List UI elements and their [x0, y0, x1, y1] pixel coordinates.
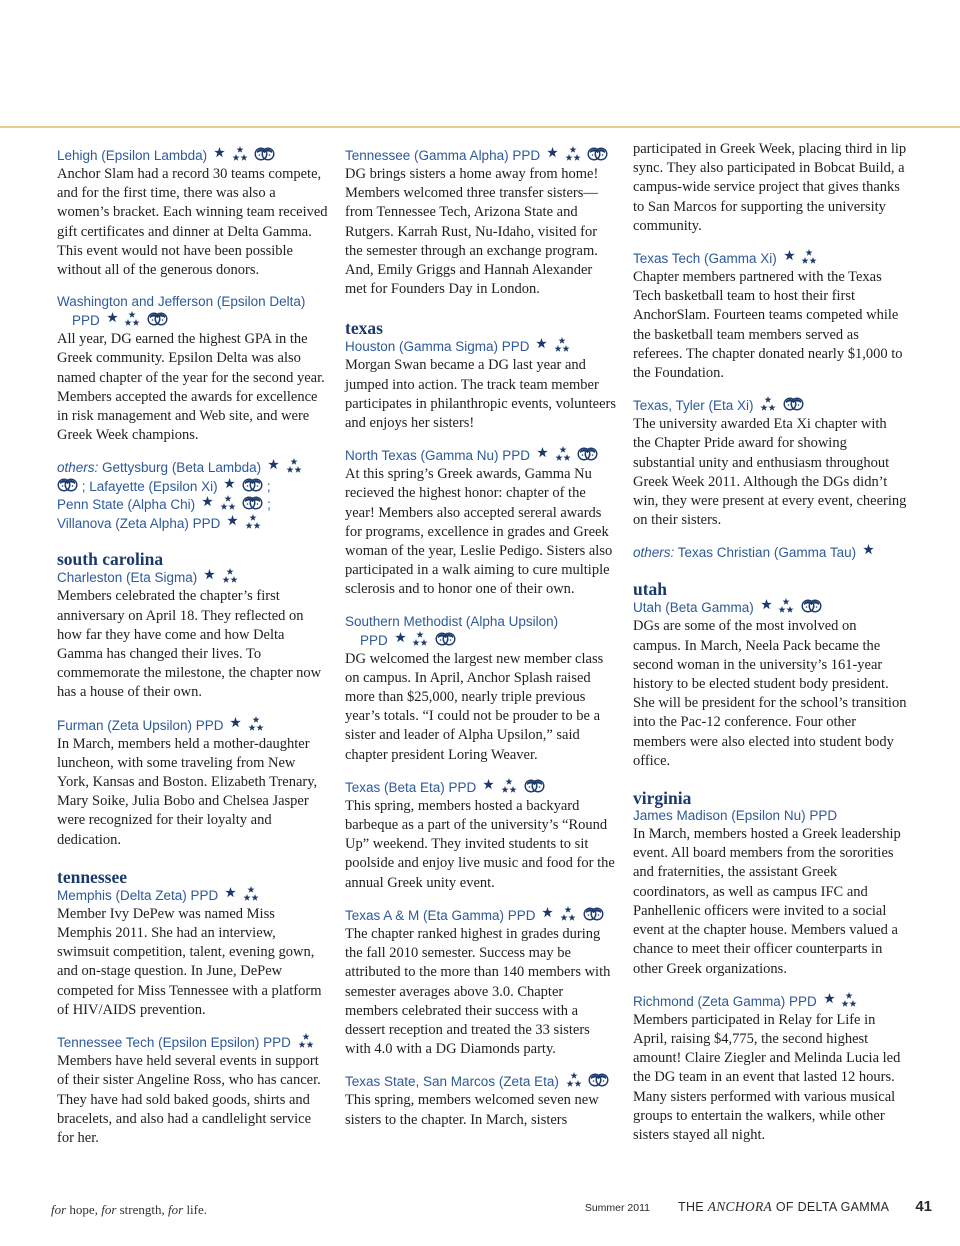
- triple-star-icon: [566, 1072, 582, 1088]
- magazine-title: THE ANCHORA OF DELTA GAMMA: [678, 1199, 890, 1214]
- chapter-awards-icons: [207, 148, 275, 163]
- chapter-name: Texas (Beta Eta) PPD: [345, 778, 617, 797]
- triple-star-icon: [560, 906, 576, 922]
- chapter-awards-icons: [220, 516, 261, 531]
- triple-star-icon: [222, 568, 238, 584]
- sisters-faces-icon: [577, 446, 598, 462]
- chapter-report: Morgan Swan became a DG last year and jumped into action. The track team member participates in philanthropic events, volunteers and enjoys her sisters!: [345, 357, 616, 432]
- sisters-faces-icon: [147, 311, 168, 327]
- chapter-awards-icons: [530, 339, 571, 354]
- chapter-report: In March, members held a mother-daughter luncheon, with some traveling from New York, Kansas and Boston. Elizabeth Trenary, Mary Soike, Julia Bobo and Chelsea Jasper were recognized for their loyalty and dedication.: [57, 735, 318, 848]
- sisters-faces-icon: [254, 146, 275, 162]
- others-list: others: Gettysburg (Beta Lambda) ; Lafayette (Epsilon Xi) ; Penn State (Alpha Chi) ; Villanova (Zeta Alpha) PPD: [57, 458, 329, 532]
- triple-star-icon: [554, 337, 570, 353]
- chapter-report: This spring, members hosted a backyard barbeque as a part of the university’s “Round Up” weekend. They invited students to sit poolside and enjoy live music and food for the annual Greek unity event.: [345, 797, 615, 891]
- chapter-awards-icons: [388, 633, 456, 648]
- chapter-name: Houston (Gamma Sigma) PPD: [345, 337, 617, 356]
- chapter-entry-tennessee-tech: [57, 1033, 329, 1148]
- chapter-name: Utah (Beta Gamma): [633, 598, 907, 617]
- chapter-entry-texas: [345, 778, 617, 893]
- chapter-entry-memphis: [57, 886, 329, 1020]
- chapter-awards-icons: [224, 718, 265, 733]
- chapter-awards-icons: [777, 251, 818, 266]
- star-icon: [537, 446, 548, 462]
- triple-star-icon: [124, 311, 140, 327]
- footer-info: [585, 1198, 932, 1215]
- others-list: others: Texas Christian (Gamma Tau): [633, 543, 907, 562]
- triple-star-icon: [248, 716, 264, 732]
- chapter-awards-icons: [856, 545, 874, 560]
- chapter-name: Tennessee Tech (Epsilon Epsilon) PPD: [57, 1033, 329, 1052]
- column-3: [633, 140, 907, 1158]
- chapter-entry-texas-am: [345, 906, 617, 1059]
- triple-star-icon: [243, 886, 259, 902]
- chapter-report: Anchor Slam had a record 30 teams compete, and for the first time, there was also a women’s bracket. Each winning team received gift certificates and dinner at Delta Gamma. This event would not have been possible without all of the generous donors.: [57, 166, 328, 279]
- triple-star-icon: [778, 598, 794, 614]
- star-icon: [204, 568, 215, 584]
- star-icon: [863, 543, 874, 559]
- page-number: 41: [915, 1198, 932, 1215]
- chapter-awards-icons: [195, 497, 267, 512]
- others-label: others:: [57, 460, 99, 476]
- triple-star-icon: [286, 458, 302, 474]
- star-icon: [784, 249, 795, 265]
- chapter-report: This spring, members welcomed seven new sisters to the chapter. In March, sisters: [345, 1092, 599, 1128]
- issue-season: Summer 2011: [584, 1202, 651, 1214]
- triple-star-icon: [555, 446, 571, 462]
- star-icon: [542, 906, 553, 922]
- chapter-name: Texas Tech (Gamma Xi): [633, 249, 907, 268]
- sisters-faces-icon: [801, 598, 822, 614]
- chapter-entry-texas-tyler: [633, 396, 907, 530]
- chapter-entry-houston: [345, 337, 617, 433]
- chapter-report: Members have held several events in support of their sister Angeline Ross, who has cancer. They have had sold baked goods, shirts and bracelets, and also had a candlelight service for her.: [57, 1053, 321, 1146]
- triple-star-icon: [412, 631, 428, 647]
- chapter-awards-icons: [291, 1035, 314, 1050]
- sisters-faces-icon: [57, 477, 78, 493]
- chapter-name: Tennessee (Gamma Alpha) PPD: [345, 146, 617, 165]
- triple-star-icon: [220, 495, 236, 511]
- chapter-entry-north-texas: [345, 446, 617, 599]
- chapter-awards-icons: [476, 780, 544, 795]
- chapter-awards-icons: [559, 1074, 610, 1089]
- chapter-entry-lehigh: [57, 146, 329, 280]
- chapter-report: DG brings sisters a home away from home! Members welcomed three transfer sisters—from Tennessee Tech, Arizona State and Rutgers. Karrah Rust, Nu-Idaho, visited for the semester through an exchange program. And, Emily Griggs and Hannah Alexander met for Founders Day in London.: [345, 166, 599, 298]
- star-icon: [547, 146, 558, 162]
- chapter-awards-icons: [100, 313, 168, 328]
- triple-star-icon: [760, 396, 776, 412]
- chapter-report: Members celebrated the chapter’s first anniversary on April 18. They reflected on how far they have come and how Delta Gamma has changed their lives. To commemorate the milestone, the chapter now has a house of their own.: [57, 588, 322, 701]
- chapter-report: At this spring’s Greek awards, Gamma Nu recieved the highest honor: chapter of the year! Members also accepted sereral awards for programs, excellence in grades and Greek woman of the year, Leslie Pedigo. Sisters also participated in a walk aiming to cure multiple sclerosis and to honor one of their own.: [345, 466, 613, 598]
- star-icon: [268, 458, 279, 474]
- chapter-report: All year, DG earned the highest GPA in the Greek community. Epsilon Delta was also named chapter of the year for the second year. Members accepted the awards for excellence in risk management and Web site, and were Greek Week champions.: [57, 331, 325, 444]
- star-icon: [107, 311, 118, 327]
- chapter-name: North Texas (Gamma Nu) PPD: [345, 446, 617, 465]
- chapter-name: Southern Methodist (Alpha Upsilon) PPD: [345, 613, 559, 648]
- chapter-report: In March, members hosted a Greek leadership event. All board members from the sororities and fraternities, the assistant Greek coordinators, as well as campus IFC and Panhellenic officers were invited to a social event at the chapter house. Members valued a chance to meet their officer counterparts in other Greek organizations.: [633, 826, 901, 977]
- chapter-name: James Madison (Epsilon Nu) PPD: [633, 808, 838, 824]
- triple-star-icon: [565, 146, 581, 162]
- chapter-report: Members participated in Relay for Life in April, raising $4,775, the second highest amount! Claire Ziegler and Melinda Lucia led the DG team in an event that lasted 12 hours. Many sisters performed with various musical groups to entertain the walkers, while other sisters stayed all night.: [633, 1011, 901, 1143]
- star-icon: [230, 716, 241, 732]
- chapter-name: Texas, Tyler (Eta Xi): [633, 396, 907, 415]
- chapter-awards-icons: [197, 570, 238, 585]
- chapter-name: Richmond (Zeta Gamma) PPD: [633, 992, 907, 1011]
- chapter-report: The chapter ranked highest in grades during the fall 2010 semester. Success may be attributed to the more than 140 members with semester averages above 3.0. Chapter members celebrated their success with a dessert reception and treated the 33 sisters with 4.0 with a DG Diamonds party.: [345, 925, 611, 1058]
- chapter-name: Furman (Zeta Upsilon) PPD: [57, 716, 329, 735]
- chapter-entry-texas-state-continued: [633, 140, 907, 236]
- triple-star-icon: [298, 1033, 314, 1049]
- triple-star-icon: [501, 778, 517, 794]
- chapter-name: Texas State, San Marcos (Zeta Eta): [345, 1072, 617, 1091]
- star-icon: [225, 886, 236, 902]
- sisters-faces-icon: [242, 495, 263, 511]
- column-1: [57, 141, 329, 1161]
- chapter-awards-icons: [540, 148, 608, 163]
- triple-star-icon: [841, 992, 857, 1008]
- chapter-awards-icons: [54, 479, 82, 494]
- column-2: [345, 141, 617, 1143]
- chapter-awards-icons: [530, 448, 598, 463]
- sisters-faces-icon: [583, 906, 604, 922]
- star-icon: [395, 631, 406, 647]
- chapter-report: DGs are some of the most involved on campus. In March, Neela Pack became the second woman in the university’s 161-year history to be elected student body president. She will be president for the school’s transition into the Pac-12 conference. Four other members were also elected into student body office.: [633, 618, 907, 769]
- sisters-faces-icon: [587, 146, 608, 162]
- star-icon: [824, 992, 835, 1008]
- chapter-name: Lehigh (Epsilon Lambda): [57, 146, 329, 165]
- chapter-entry-tennessee: [345, 146, 617, 299]
- triple-star-icon: [245, 514, 261, 530]
- chapter-entry-charleston: [57, 568, 329, 702]
- chapter-name: Memphis (Delta Zeta) PPD: [57, 886, 329, 905]
- star-icon: [227, 514, 238, 530]
- star-icon: [761, 598, 772, 614]
- state-heading-texas: texas: [345, 318, 383, 339]
- sisters-faces-icon: [783, 396, 804, 412]
- chapter-awards-icons: [754, 600, 822, 615]
- chapter-name: Washington and Jefferson (Epsilon Delta) PPD: [57, 294, 306, 329]
- sisters-faces-icon: [242, 477, 263, 493]
- chapter-awards-icons: [817, 994, 858, 1009]
- chapter-entry-james-madison: [633, 807, 907, 979]
- chapter-report: Member Ivy DePew was named Miss Memphis 2011. She had an interview, swimsuit competition, talent, evening gown, and on-stage question. In June, DePew competed for Miss Tennessee with a platform of HIV/AIDS prevention.: [57, 905, 322, 1018]
- top-rule: [0, 126, 960, 128]
- chapter-report: The university awarded Eta Xi chapter with the Chapter Pride award for showing substantial unity and enthusiasm throughout Greek Week 2011. Although the DGs didn’t win, they were present at every event, cheering on their sisters.: [633, 416, 907, 529]
- chapter-entry-texas-tech: [633, 249, 907, 383]
- chapter-entry-utah: [633, 598, 907, 771]
- state-heading-virginia: virginia: [633, 788, 692, 809]
- state-heading-tennessee: tennessee: [57, 866, 127, 887]
- chapter-report: DG welcomed the largest new member class on campus. In April, Anchor Splash raised more than $25,000, nearly triple previous year’s totals. “I could not be prouder to be a sister and leader of Alpha Upsilon,” said chapter president Loring Weaver.: [345, 650, 604, 763]
- triple-star-icon: [232, 146, 248, 162]
- sisters-faces-icon: [588, 1072, 609, 1088]
- chapter-entry-furman: [57, 716, 329, 850]
- chapter-name: Charleston (Eta Sigma): [57, 568, 329, 587]
- star-icon: [536, 337, 547, 353]
- footer-tagline: for hope, for strength, for life.: [51, 1202, 208, 1217]
- chapter-report: participated in Greek Week, placing third in lip sync. They also participated in Bobcat Build, a campus-wide service project that gives thanks to San Marcos for supporting the university community.: [633, 141, 907, 234]
- star-icon: [202, 495, 213, 511]
- chapter-awards-icons: [754, 398, 805, 413]
- chapter-entry-texas-state: [345, 1072, 617, 1129]
- star-icon: [224, 477, 235, 493]
- chapter-awards-icons: [261, 460, 302, 475]
- chapter-awards-icons: [536, 908, 604, 923]
- chapter-entry-richmond: [633, 992, 907, 1145]
- star-icon: [483, 778, 494, 794]
- star-icon: [214, 146, 225, 162]
- chapter-entry-washington-jefferson: [57, 293, 329, 445]
- triple-star-icon: [801, 249, 817, 265]
- chapter-awards-icons: [218, 888, 259, 903]
- sisters-faces-icon: [524, 778, 545, 794]
- others-label: others:: [633, 545, 675, 561]
- chapter-awards-icons: [218, 479, 267, 494]
- state-heading-south-carolina: south carolina: [57, 549, 164, 570]
- chapter-name: Texas A & M (Eta Gamma) PPD: [345, 906, 617, 925]
- sisters-faces-icon: [435, 631, 456, 647]
- chapter-report: Chapter members partnered with the Texas Tech basketball team to host their first AnchorSlam. Fourteen teams competed while the basketball team members served as referees. The chapter donated nearly $1,000 to the Foundation.: [633, 269, 903, 382]
- state-heading-utah: utah: [633, 579, 668, 600]
- chapter-entry-southern-methodist: [345, 613, 617, 765]
